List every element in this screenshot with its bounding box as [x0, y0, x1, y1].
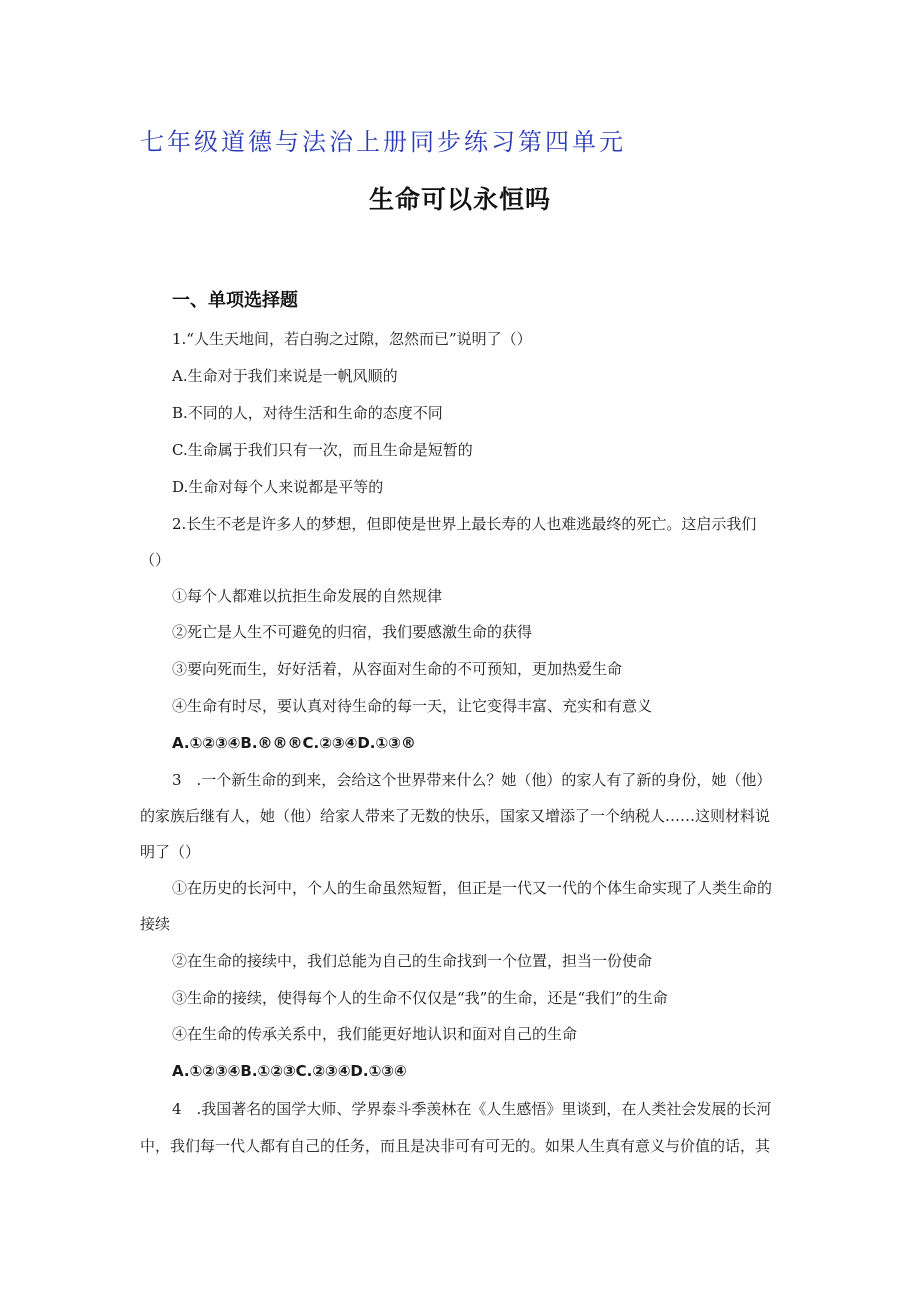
question-1-option-b: B.不同的人，对待生活和生命的态度不同 — [172, 404, 443, 422]
unit-header-title: 七年级道德与法治上册同步练习第四单元 — [140, 128, 626, 156]
question-2-stem-line-2: （） — [140, 551, 171, 569]
question-4-stem-line-2: 中，我们每一代人都有自己的任务，而且是决非可有可无的。如果人生真有意义与价值的话，其 — [140, 1137, 771, 1155]
question-2-options: A.①②③④B.®®®C.②③④D.①③® — [172, 734, 416, 752]
question-2-statement-3: ③要向死而生，好好活着，从容面对生命的不可预知，更加热爱生命 — [172, 660, 623, 678]
question-1-stem: 1.“人生天地间，若白驹之过隙，忽然而已”说明了（） — [172, 330, 532, 348]
question-3-stem-line-3: 明了（） — [140, 843, 201, 861]
question-2-stem-line-1: 2.长生不老是许多人的梦想，但即使是世界上最长寿的人也难逃最终的死亡。这启示我们 — [172, 515, 757, 533]
question-3-statement-1-line-2: 接续 — [140, 915, 171, 933]
question-1-option-d: D.生命对每个人来说都是平等的 — [172, 478, 384, 496]
section-heading-single-choice: 一、单项选择题 — [172, 290, 298, 311]
question-1-option-a: A.生命对于我们来说是一帆风顺的 — [172, 367, 398, 385]
question-3-statement-2: ②在生命的接续中，我们总能为自己的生命找到一个位置，担当一份使命 — [172, 952, 653, 970]
lesson-title: 生命可以永恒吗 — [368, 185, 551, 214]
question-3-statement-3: ③生命的接续，使得每个人的生命不仅仅是“我”的生命，还是“我们”的生命 — [172, 989, 668, 1007]
question-3-statement-4: ④在生命的传承关系中，我们能更好地认识和面对自己的生命 — [172, 1025, 578, 1043]
question-2-statement-1: ①每个人都难以抗拒生命发展的自然规律 — [172, 587, 443, 605]
question-2-statement-4: ④生命有时尽，要认真对待生命的每一天，让它变得丰富、充实和有意义 — [172, 697, 653, 715]
question-3-statement-1-line-1: ①在历史的长河中，个人的生命虽然短暂，但正是一代又一代的个体生命实现了人类生命的 — [172, 879, 773, 897]
question-1-option-c: C.生命属于我们只有一次，而且生命是短暂的 — [172, 441, 473, 459]
question-4-stem-line-1: 4 .我国著名的国学大师、学界泰斗季羡林在《人生感悟》里谈到，在人类社会发展的长河 — [172, 1100, 772, 1118]
question-3-stem-line-1: 3 .一个新生命的到来，会给这个世界带来什么？她（他）的家人有了新的身份，她（他） — [172, 771, 772, 789]
question-2-statement-2: ②死亡是人生不可避免的归宿，我们要感激生命的获得 — [172, 623, 533, 641]
question-3-stem-line-2: 的家族后继有人，她（他）给家人带来了无数的快乐，国家又增添了一个纳税人……这则材料说 — [140, 807, 771, 825]
question-3-options: A.①②③④B.①②③C.②③④D.①③④ — [172, 1062, 407, 1080]
